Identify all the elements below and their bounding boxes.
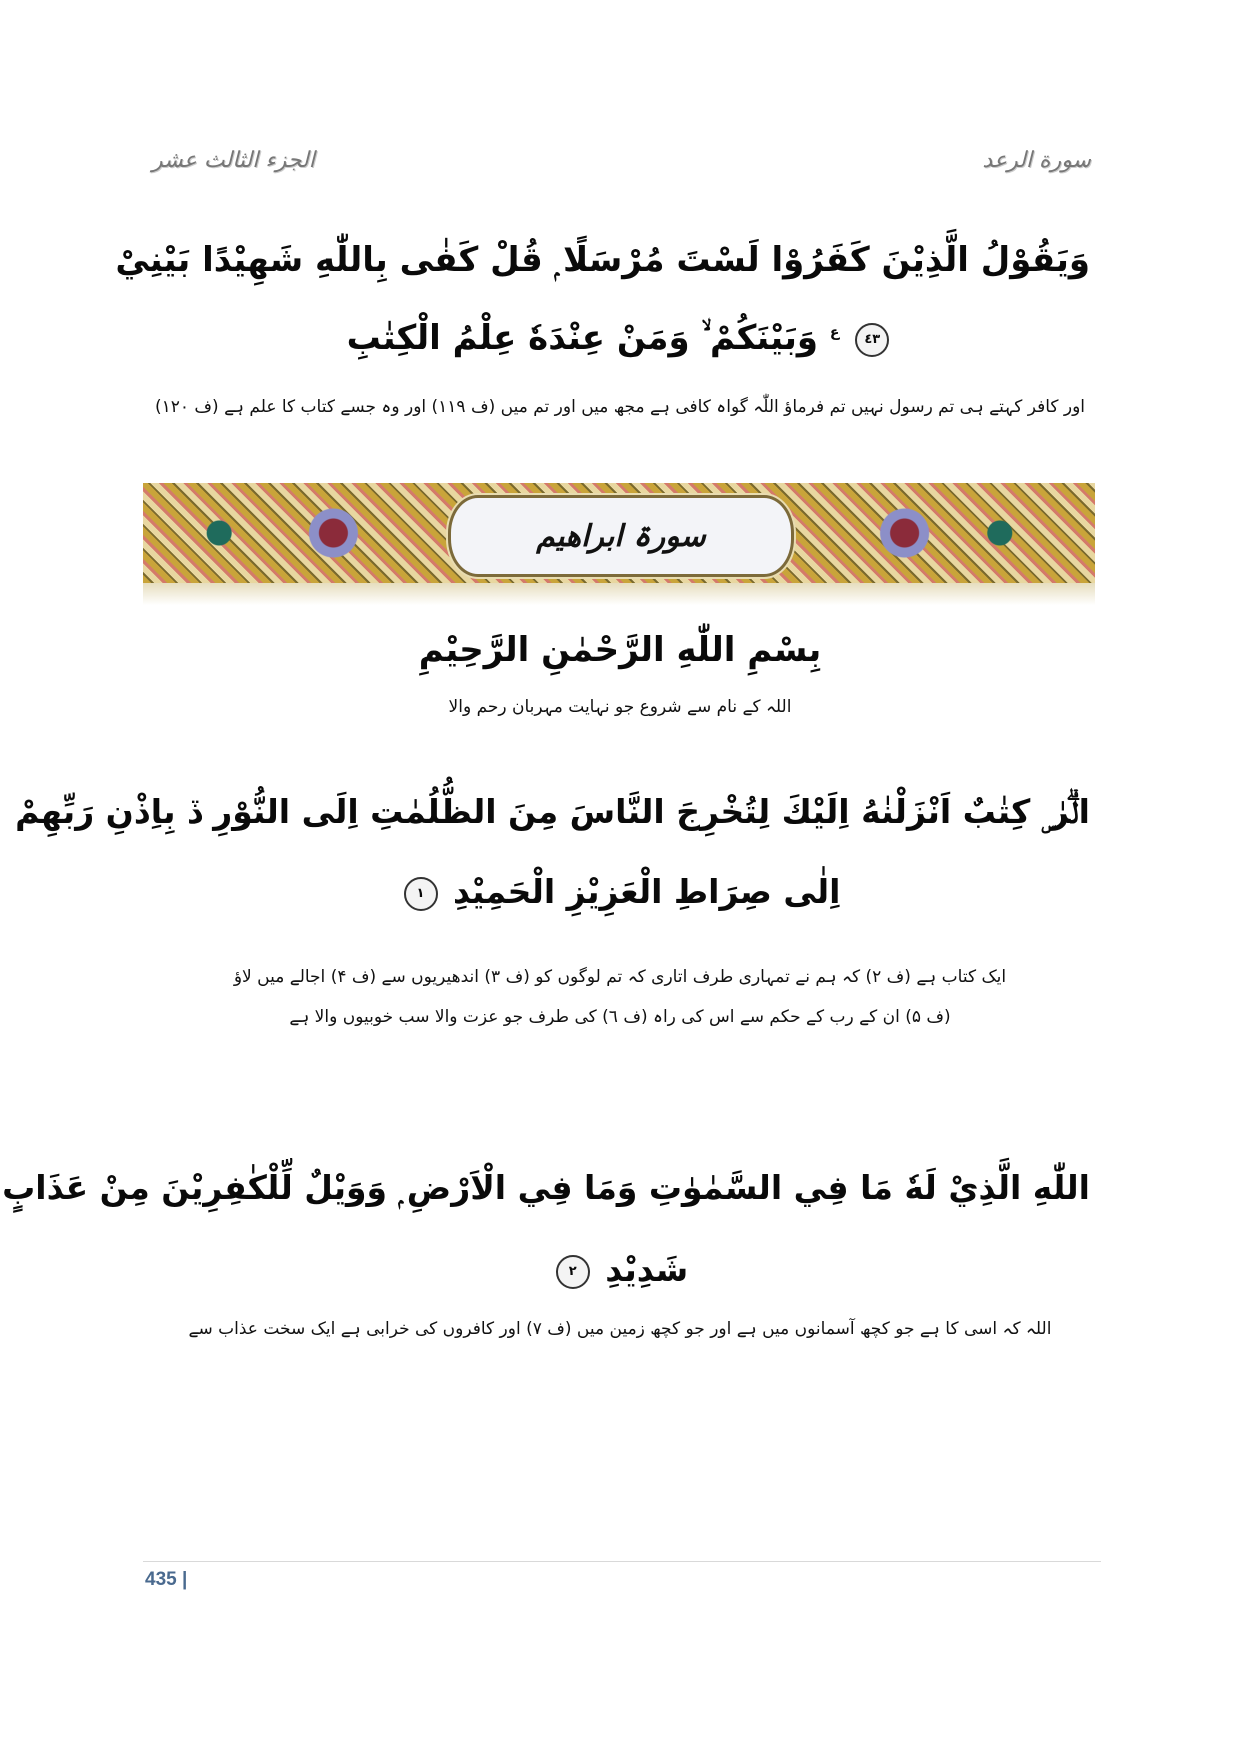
- footer-divider: [143, 1561, 1101, 1562]
- verse-43-text: وَبَيْنَكُمْ ۙ وَمَنْ عِنْدَهٗ عِلْمُ الْكِتٰبِ: [346, 318, 819, 358]
- verse-43-line-1: وَيَقُوْلُ الَّذِيْنَ كَفَرُوْا لَسْتَ مُرْسَلًا ۭ قُلْ كَفٰى بِاللّٰهِ شَهِيْدًا بَيْنِيْ: [115, 240, 1090, 280]
- surah-header: سورة الرعد: [982, 148, 1091, 173]
- verse-43-translation: اور کافر کہتے ہی تم رسول نہیں تم فرماؤ اللّٰہ گواہ کافی ہے مجھ میں اور تم میں (ف ۱۱۹) اور وہ جسے کتاب کا علم ہے (ف ۱۲۰): [154, 397, 1086, 417]
- surah-banner-title: سورۃ ابراھیم: [536, 518, 706, 554]
- page-number: 435 |: [145, 1569, 188, 1590]
- ayah-end-marker: [404, 877, 438, 911]
- ayah-number: ٤٣: [864, 331, 881, 347]
- verse-2-text: شَدِيْدِ: [605, 1250, 689, 1289]
- banner-cartouche: [448, 495, 794, 577]
- banner-reflection: [143, 583, 1095, 605]
- bismillah-translation: اللہ کے نام سے شروع جو نہایت مہربان رحم والا: [448, 697, 792, 717]
- verse-2-translation: اللہ کہ اسی کا ہے جو کچھ آسمانوں میں ہے اور جو کچھ زمین میں (ف ۷) اور کافروں کی خرابی ہے ایک سخت عذاب سے: [188, 1319, 1052, 1339]
- ayah-end-marker: [556, 1255, 590, 1289]
- verse-2-line-2: [150, 1250, 1090, 1289]
- ayah-number: ٢: [568, 1263, 577, 1279]
- verse-1-line-2: [150, 872, 1090, 911]
- verse-1-translation-line-2: (ف ۵) ان کے رب کے حکم سے اس کی راہ (ف ٦) کی طرف جو عزت والا سب خوبیوں والا ہے: [289, 1007, 951, 1027]
- verse-1-translation-line-1: ایک کتاب ہے (ف ۲) کہ ہم نے تمہاری طرف اتاری کہ تم لوگوں کو (ف ۳) اندھیریوں سے (ف ۴) اجالے میں لاؤ: [233, 967, 1007, 987]
- juz-header: الجزء الثالث عشر: [152, 148, 315, 173]
- ayah-number: ١: [416, 885, 425, 901]
- verse-1-text: اِلٰى صِرَاطِ الْعَزِيْزِ الْحَمِيْدِ: [453, 872, 841, 911]
- ruku-mark: ع: [829, 324, 840, 341]
- verse-2-line-1: اللّٰهِ الَّذِيْ لَهٗ مَا فِي السَّمٰوٰتِ وَمَا فِي الْاَرْضِ ۭ وَوَيْلٌ لِّلْكٰفِرِيْنَ مِنْ عَذَابٍ: [2, 1168, 1090, 1207]
- verse-43-line-2: [150, 318, 1090, 358]
- ayah-end-marker: [855, 323, 889, 357]
- bismillah-arabic: بِسْمِ اللّٰهِ الرَّحْمٰنِ الرَّحِيْمِ: [418, 630, 822, 670]
- surah-banner: [143, 483, 1095, 583]
- verse-1-line-1: الۗرٰ ۣ كِتٰبٌ اَنْزَلْنٰهُ اِلَيْكَ لِتُخْرِجَ النَّاسَ مِنَ الظُّلُمٰتِ اِلَى النُّوْرِ ڏ بِاِذْنِ رَبِّهِمْ: [15, 792, 1090, 831]
